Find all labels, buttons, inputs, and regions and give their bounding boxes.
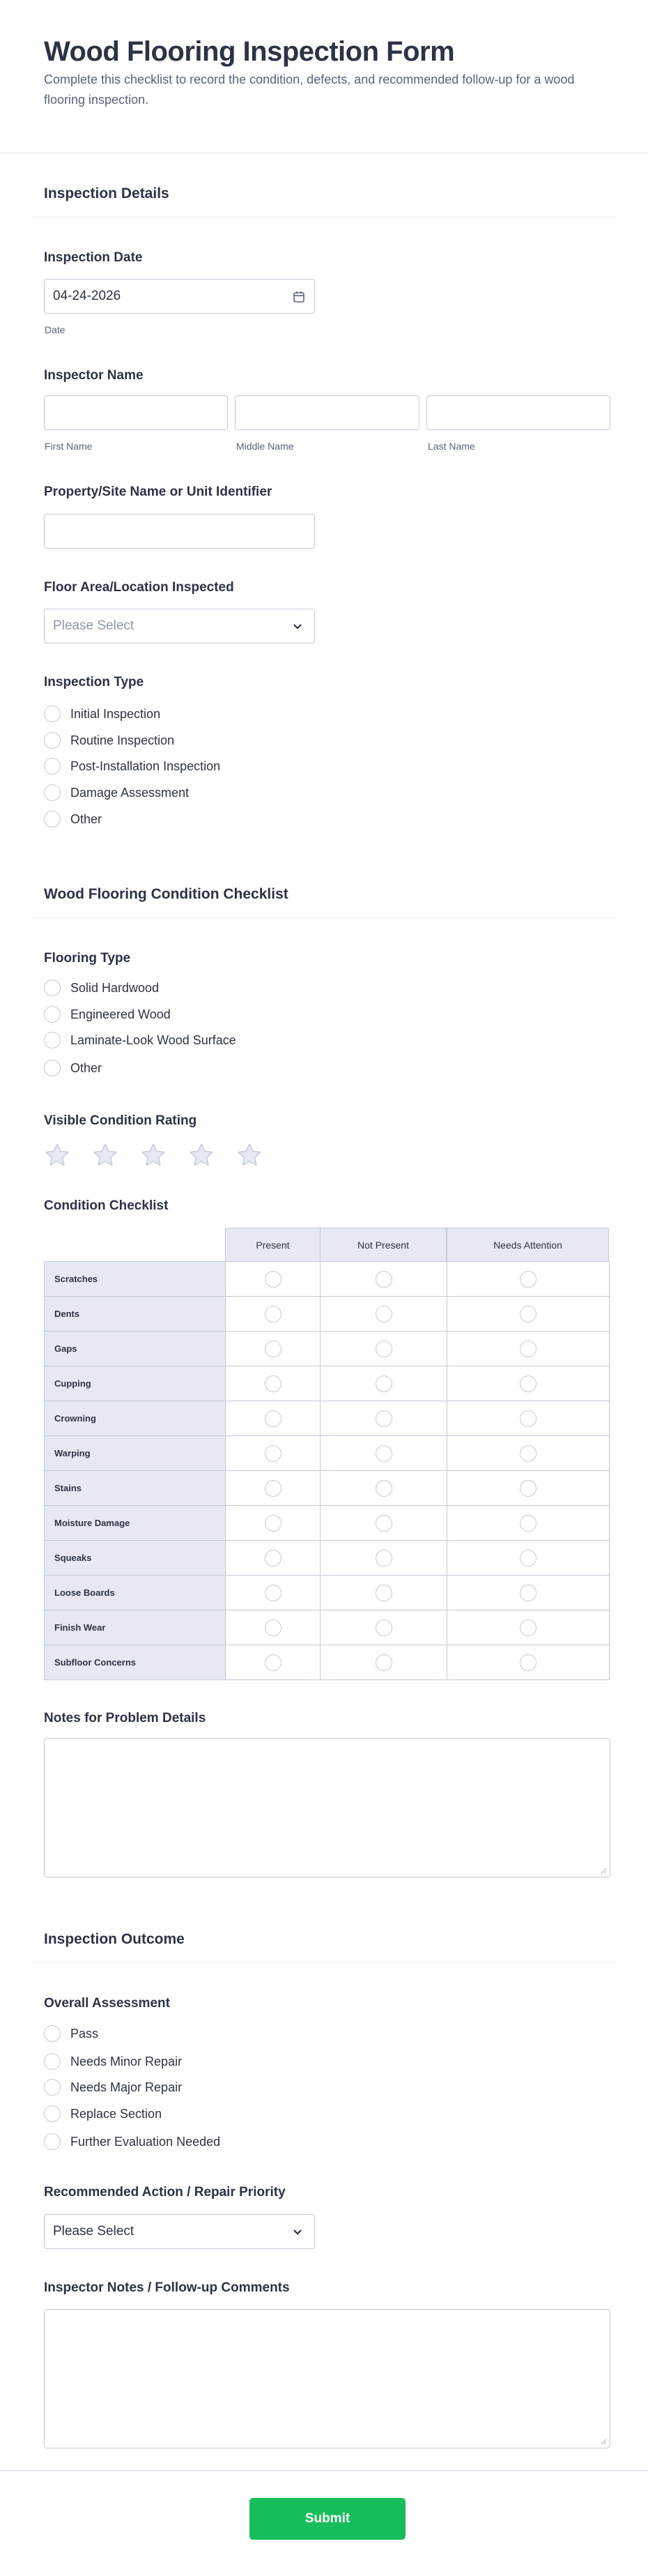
matrix-cell[interactable] [447, 1401, 610, 1436]
row-label: Subfloor Concerns [44, 1645, 226, 1680]
matrix-radio[interactable] [376, 1410, 392, 1427]
matrix-radio[interactable] [520, 1550, 537, 1567]
chevron-down-icon [291, 619, 304, 633]
section-title-inspection-details: Inspection Details [44, 185, 169, 201]
star-icon[interactable] [236, 1141, 263, 1169]
matrix-radio[interactable] [265, 1480, 281, 1497]
recommended-action-value: Please Select [53, 2224, 134, 2239]
radio-circle[interactable] [44, 732, 61, 749]
matrix-cell[interactable] [320, 1401, 447, 1436]
radio-flooring-other[interactable] [44, 1059, 102, 1077]
matrix-cell[interactable] [447, 1505, 610, 1541]
section-title-inspection-outcome: Inspection Outcome [44, 1931, 185, 1947]
row-label: Scratches [44, 1261, 226, 1297]
radio-label: Further Evaluation Needed [70, 2134, 221, 2149]
section-divider [31, 917, 617, 918]
star-icon[interactable] [91, 1141, 119, 1169]
matrix-cell[interactable] [320, 1610, 447, 1645]
radio-circle[interactable] [44, 2079, 61, 2096]
radio-solid-hardwood[interactable] [44, 979, 159, 997]
row-label: Stains [44, 1470, 226, 1506]
star-icon[interactable] [43, 1141, 71, 1169]
rating-label: Visible Condition Rating [44, 1113, 197, 1128]
radio-minor-repair[interactable] [44, 2052, 182, 2071]
star-icon[interactable] [139, 1141, 167, 1169]
radio-label: Needs Major Repair [70, 2080, 183, 2094]
resize-grip-icon[interactable] [600, 2438, 607, 2445]
matrix-radio[interactable] [520, 1515, 537, 1532]
radio-label: Other [70, 1060, 102, 1075]
radio-routine-inspection[interactable] [44, 731, 174, 749]
radio-label: Other [70, 811, 102, 826]
matrix-cell[interactable] [447, 1366, 610, 1401]
matrix-cell[interactable] [225, 1505, 321, 1541]
radio-circle[interactable] [44, 706, 61, 722]
radio-circle[interactable] [44, 2025, 61, 2042]
radio-circle[interactable] [44, 1006, 61, 1023]
column-header: Needs Attention [447, 1228, 609, 1262]
matrix-radio[interactable] [265, 1619, 281, 1636]
matrix-radio[interactable] [265, 1410, 281, 1427]
recommended-action-label: Recommended Action / Repair Priority [44, 2185, 286, 2200]
matrix-cell[interactable] [320, 1366, 447, 1401]
section-divider [31, 217, 617, 218]
radio-label: Post-Installation Inspection [70, 759, 221, 773]
row-label: Dents [44, 1296, 226, 1332]
matrix-radio[interactable] [520, 1271, 537, 1288]
submit-button[interactable]: Submit [249, 2498, 406, 2540]
matrix-cell[interactable] [225, 1575, 321, 1610]
matrix-radio[interactable] [376, 1654, 392, 1671]
column-header: Present [225, 1228, 321, 1262]
row-label: Crowning [44, 1401, 226, 1436]
matrix-radio[interactable] [376, 1375, 392, 1392]
matrix-radio[interactable] [520, 1410, 537, 1427]
matrix-radio[interactable] [376, 1585, 392, 1601]
column-header: Not Present [320, 1228, 447, 1262]
matrix-radio[interactable] [520, 1585, 537, 1601]
matrix-cell[interactable] [447, 1435, 610, 1471]
row-label: Loose Boards [44, 1575, 226, 1610]
footer-divider [0, 2470, 648, 2471]
matrix-cell[interactable] [225, 1470, 321, 1506]
matrix-cell[interactable] [447, 1261, 610, 1297]
inspection-date-value: 04-24-2026 [53, 289, 121, 303]
notes-label: Notes for Problem Details [44, 1711, 206, 1725]
matrix-cell[interactable] [225, 1296, 321, 1332]
matrix-radio[interactable] [520, 1306, 537, 1323]
matrix-cell[interactable] [320, 1470, 447, 1506]
matrix-cell[interactable] [225, 1366, 321, 1401]
condition-checklist-matrix [44, 1228, 610, 1680]
matrix-cell[interactable] [320, 1645, 447, 1680]
first-name-sublabel: First Name [45, 441, 93, 452]
row-label: Gaps [44, 1331, 226, 1366]
matrix-cell[interactable] [225, 1540, 321, 1576]
star-rating[interactable] [43, 1141, 284, 1169]
matrix-cell[interactable] [225, 1645, 321, 1680]
radio-engineered-wood[interactable] [44, 1005, 171, 1023]
form-title: Wood Flooring Inspection Form [44, 36, 455, 67]
matrix-radio[interactable] [520, 1619, 537, 1636]
matrix-cell[interactable] [447, 1331, 610, 1366]
inspection-date-input[interactable] [44, 279, 315, 314]
form-description: Complete this checklist to record the condition, defects, and recommended follow-up for a wood flooring inspection. [44, 73, 575, 107]
flooring-type-label: Flooring Type [44, 951, 131, 966]
section-title-condition-checklist: Wood Flooring Condition Checklist [44, 886, 288, 902]
matrix-radio[interactable] [265, 1550, 281, 1567]
floor-area-label: Floor Area/Location Inspected [44, 580, 234, 595]
matrix-cell[interactable] [320, 1505, 447, 1541]
matrix-cell[interactable] [447, 1296, 610, 1332]
radio-circle[interactable] [44, 784, 61, 801]
radio-label: Initial Inspection [70, 706, 161, 721]
matrix-radio[interactable] [520, 1375, 537, 1392]
matrix-radio[interactable] [265, 1654, 281, 1671]
recommended-action-select[interactable] [44, 2214, 315, 2249]
matrix-radio[interactable] [265, 1271, 281, 1288]
radio-damage-assessment[interactable] [44, 784, 189, 802]
radio-label: Routine Inspection [70, 733, 175, 747]
matrix-cell[interactable] [225, 1435, 321, 1471]
matrix-cell[interactable] [225, 1261, 321, 1297]
radio-circle[interactable] [44, 758, 61, 775]
radio-circle[interactable] [44, 811, 61, 828]
matrix-radio[interactable] [265, 1585, 281, 1601]
radio-further-evaluation[interactable] [44, 2133, 220, 2151]
inspector-notes-textarea[interactable] [44, 2309, 610, 2448]
inspection-date-label: Inspection Date [44, 250, 143, 265]
radio-label: Needs Minor Repair [70, 2054, 183, 2068]
row-label: Warping [44, 1435, 226, 1471]
matrix-cell[interactable] [225, 1401, 321, 1436]
matrix-radio[interactable] [376, 1515, 392, 1532]
matrix-radio[interactable] [376, 1619, 392, 1636]
matrix-radio[interactable] [265, 1341, 281, 1357]
matrix-cell[interactable] [320, 1435, 447, 1471]
inspector-notes-label: Inspector Notes / Follow-up Comments [44, 2280, 290, 2295]
radio-circle[interactable] [44, 980, 61, 996]
row-label: Squeaks [44, 1540, 226, 1576]
radio-label: Damage Assessment [70, 785, 190, 800]
floor-area-select[interactable] [44, 609, 315, 643]
matrix-cell[interactable] [320, 1261, 447, 1297]
overall-assessment-label: Overall Assessment [44, 1996, 170, 2011]
matrix-cell[interactable] [447, 1610, 610, 1645]
matrix-radio[interactable] [265, 1515, 281, 1532]
matrix-radio[interactable] [376, 1445, 392, 1462]
radio-circle[interactable] [44, 1032, 61, 1049]
matrix-radio[interactable] [520, 1445, 537, 1462]
row-label: Finish Wear [44, 1610, 226, 1645]
matrix-cell[interactable] [320, 1540, 447, 1576]
row-label: Moisture Damage [44, 1505, 226, 1541]
middle-name-sublabel: Middle Name [236, 441, 294, 452]
matrix-radio[interactable] [376, 1550, 392, 1567]
radio-circle[interactable] [44, 1060, 61, 1076]
property-label: Property/Site Name or Unit Identifier [44, 485, 272, 499]
matrix-radio[interactable] [520, 1480, 537, 1497]
inspector-name-label: Inspector Name [44, 368, 144, 383]
matrix-radio[interactable] [265, 1375, 281, 1392]
matrix-radio[interactable] [376, 1341, 392, 1357]
radio-major-repair[interactable] [44, 2078, 182, 2096]
matrix-radio[interactable] [376, 1271, 392, 1288]
last-name-sublabel: Last Name [428, 441, 475, 452]
radio-circle[interactable] [44, 2133, 61, 2150]
radio-label: Engineered Wood [70, 1007, 171, 1021]
matrix-radio[interactable] [376, 1306, 392, 1323]
star-icon[interactable] [187, 1141, 215, 1169]
matrix-cell[interactable] [320, 1575, 447, 1610]
row-label: Cupping [44, 1366, 226, 1401]
matrix-radio[interactable] [265, 1306, 281, 1323]
matrix-cell[interactable] [225, 1610, 321, 1645]
radio-replace-section[interactable] [44, 2105, 162, 2123]
radio-label: Pass [70, 2026, 99, 2041]
last-name-input[interactable] [426, 395, 610, 430]
radio-pass[interactable] [44, 2025, 98, 2043]
radio-other[interactable] [44, 810, 102, 828]
inspection-type-label: Inspection Type [44, 675, 144, 689]
matrix-radio[interactable] [520, 1654, 537, 1671]
radio-post-installation[interactable] [44, 757, 220, 775]
matrix-cell[interactable] [447, 1575, 610, 1610]
matrix-cell[interactable] [447, 1470, 610, 1506]
radio-laminate-look[interactable] [44, 1031, 236, 1049]
radio-circle[interactable] [44, 2053, 61, 2070]
matrix-radio[interactable] [265, 1445, 281, 1462]
property-input[interactable] [44, 514, 315, 549]
middle-name-input[interactable] [235, 395, 419, 430]
floor-area-placeholder: Please Select [53, 618, 134, 633]
matrix-cell[interactable] [320, 1296, 447, 1332]
radio-label: Replace Section [70, 2106, 162, 2121]
resize-grip-icon[interactable] [600, 1867, 607, 1874]
date-sublabel: Date [45, 324, 65, 335]
matrix-cell[interactable] [320, 1331, 447, 1366]
notes-textarea[interactable] [44, 1738, 610, 1877]
matrix-radio[interactable] [376, 1480, 392, 1497]
matrix-radio[interactable] [520, 1341, 537, 1357]
radio-label: Solid Hardwood [70, 980, 160, 995]
matrix-cell[interactable] [225, 1331, 321, 1366]
matrix-cell[interactable] [447, 1645, 610, 1680]
checklist-label: Condition Checklist [44, 1198, 169, 1213]
chevron-down-icon [291, 2225, 304, 2239]
first-name-input[interactable] [44, 395, 228, 430]
radio-initial-inspection[interactable] [44, 705, 160, 723]
matrix-cell[interactable] [447, 1540, 610, 1576]
radio-circle[interactable] [44, 2105, 61, 2122]
radio-label: Laminate-Look Wood Surface [70, 1032, 236, 1047]
calendar-icon[interactable] [292, 290, 306, 304]
